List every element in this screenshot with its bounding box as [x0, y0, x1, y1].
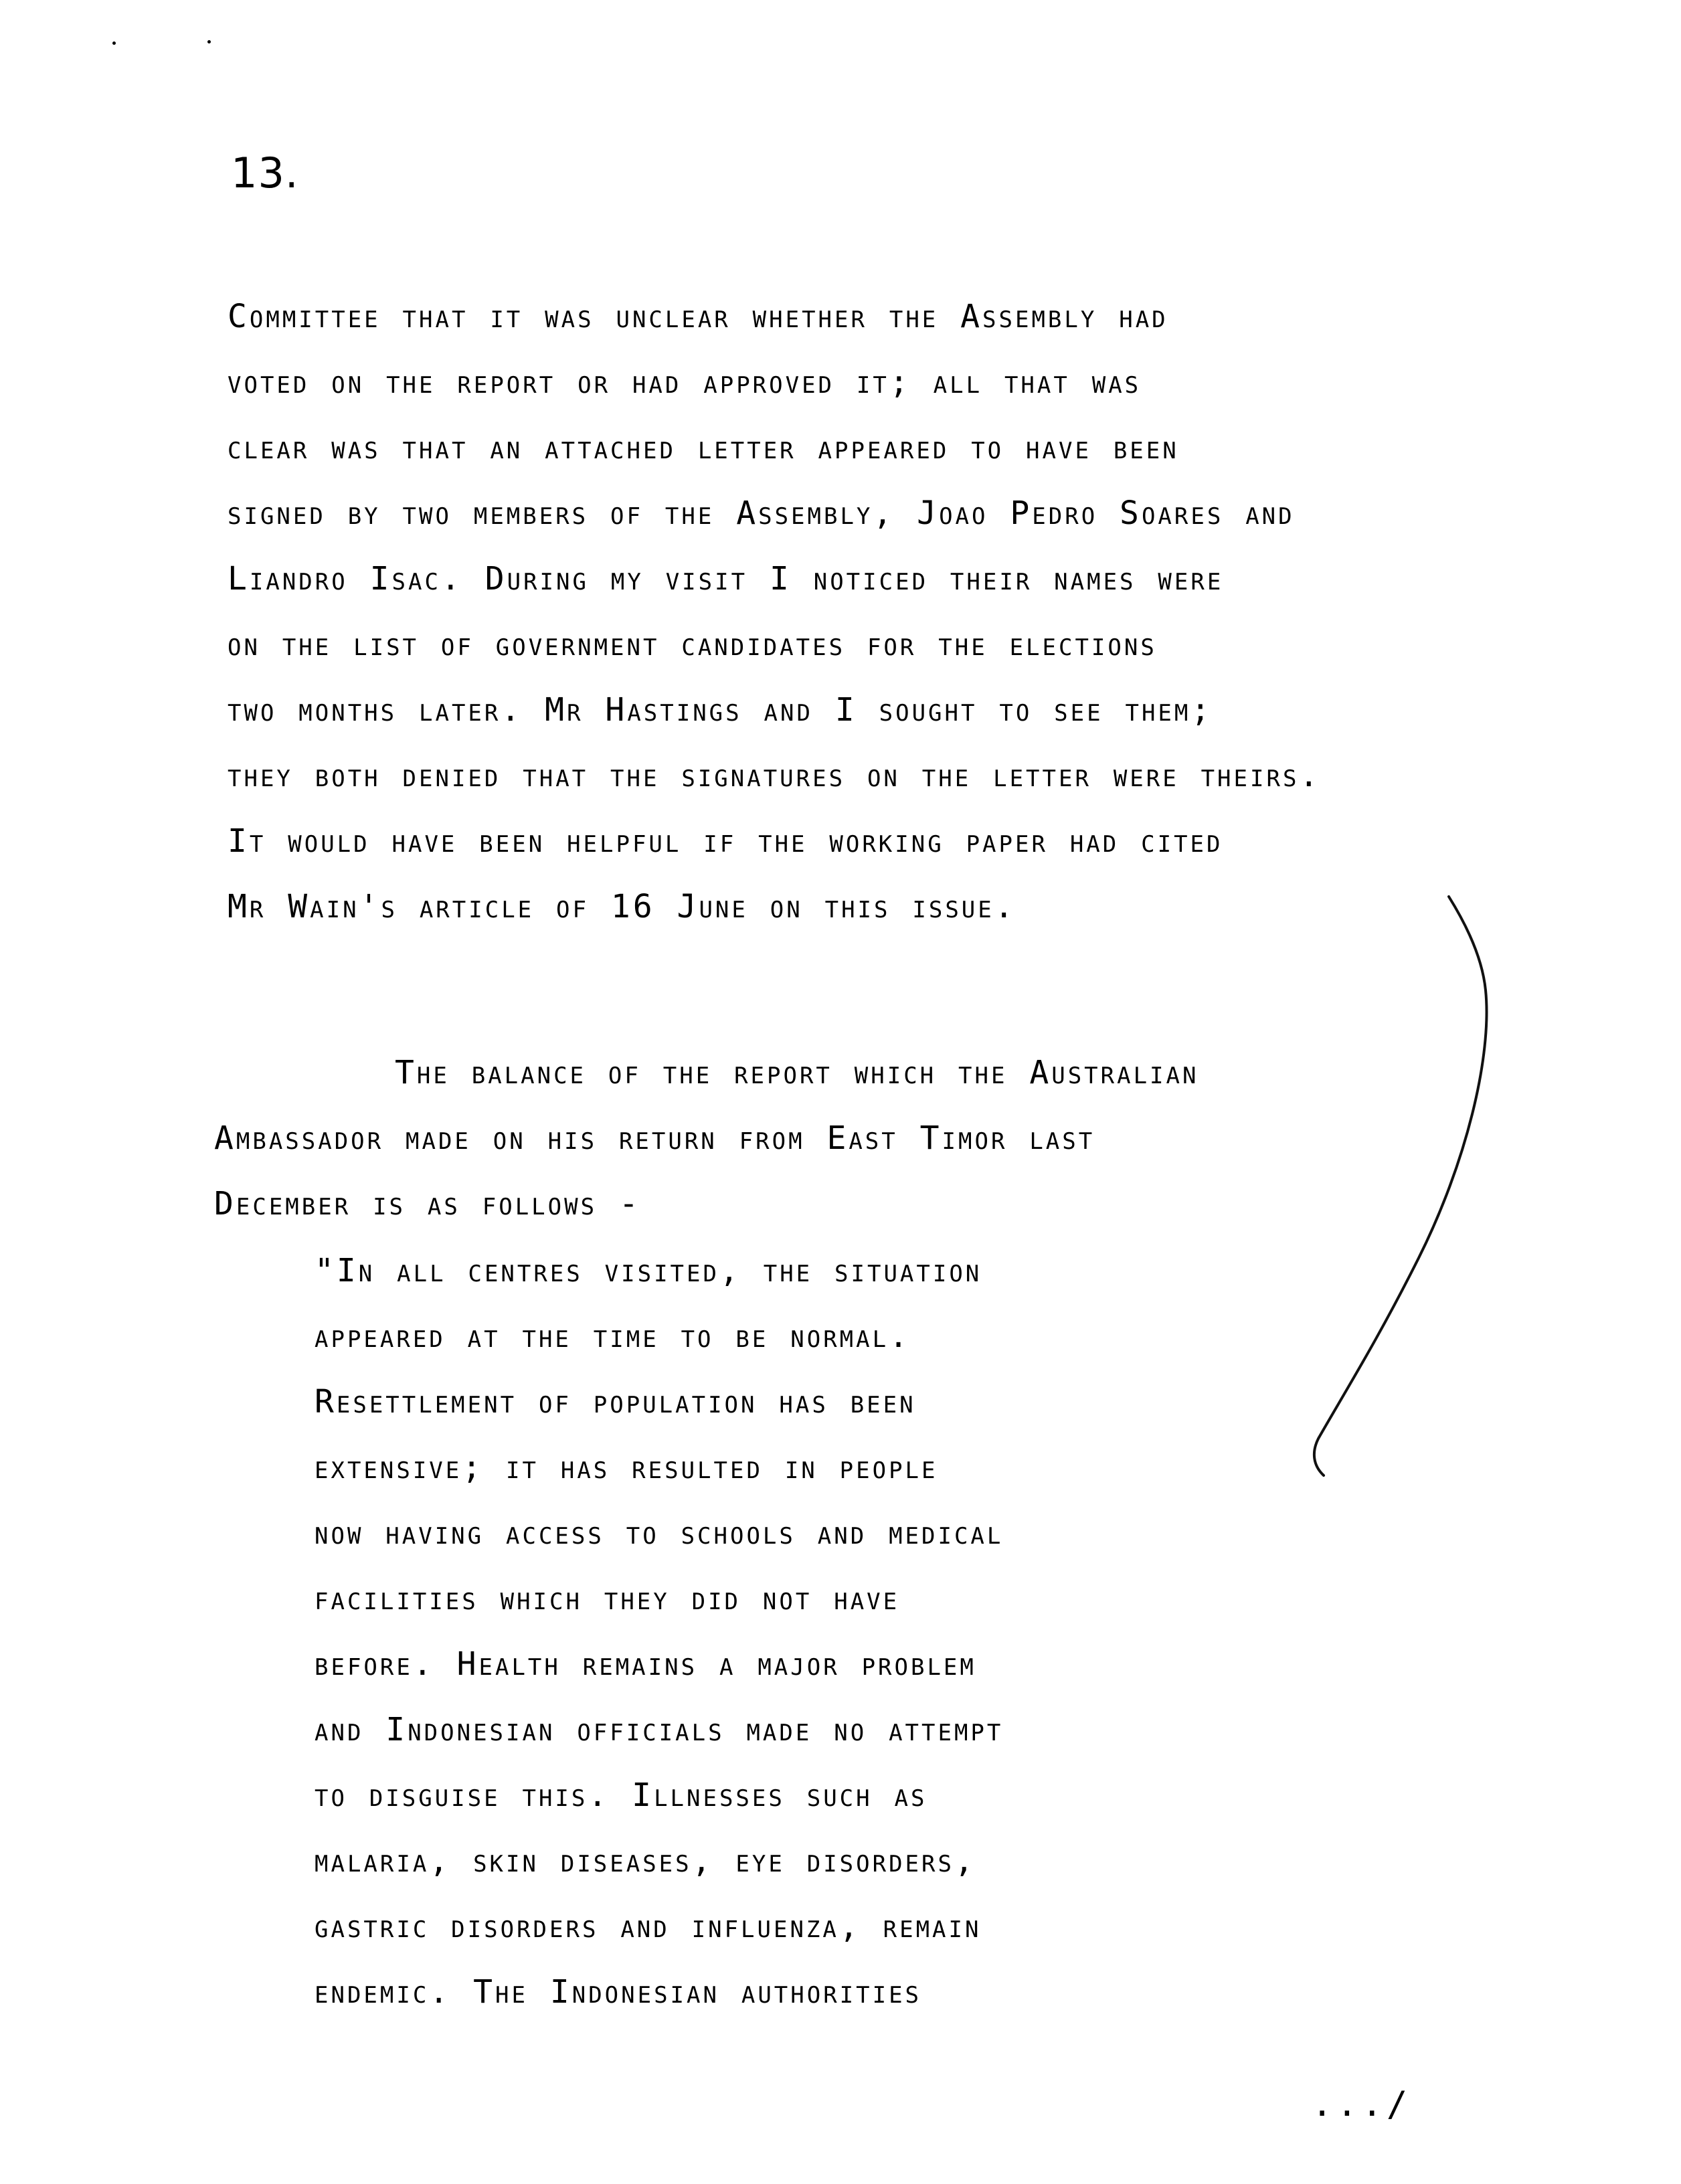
paragraph-line: Liandro Isac. During my visit I noticed their names were	[228, 560, 1224, 598]
paragraph-line: two months later. Mr Hastings and I sought to see them;	[228, 691, 1213, 729]
paragraph-line: The balance of the report which the Australian	[395, 1054, 1199, 1091]
paragraph-line: It would have been helpful if the working paper had cited	[228, 822, 1223, 860]
quote-line: endemic. The Indonesian authorities	[315, 1973, 922, 2011]
paragraph-line: signed by two members of the Assembly, Joao Pedro Soares and	[228, 494, 1295, 532]
paragraph-line: Mr Wain's article of 16 June on this issue.	[228, 888, 1016, 925]
quote-line: before. Health remains a major problem	[315, 1645, 976, 1683]
quote-line: appeared at the time to be normal.	[315, 1317, 911, 1355]
paragraph-1	[228, 284, 1321, 939]
block-quote	[315, 1238, 1003, 2025]
continuation-mark: .../	[1312, 2084, 1412, 2124]
quote-line: and Indonesian officials made no attempt	[315, 1711, 1004, 1748]
paragraph-line: December is as follows -	[214, 1185, 641, 1222]
quote-line: Resettlement of population has been	[315, 1383, 916, 1421]
paragraph-line: Ambassador made on his return from East Timor last	[214, 1119, 1095, 1157]
quote-line: "In all centres visited, the situation	[315, 1252, 982, 1289]
paragraph-line: they both denied that the signatures on the letter were theirs.	[228, 757, 1322, 794]
page-number: 13.	[231, 149, 299, 197]
paragraph-line: Committee that it was unclear whether the Assembly had	[228, 298, 1168, 335]
quote-line: extensive; it has resulted in people	[315, 1449, 938, 1486]
quote-line: facilities which they did not have	[315, 1580, 900, 1617]
scan-speck	[112, 41, 116, 45]
paragraph-line: voted on the report or had approved it; all that was	[228, 363, 1142, 401]
quote-line: malaria, skin diseases, eye disorders,	[315, 1842, 976, 1880]
handwritten-bracket-icon	[1298, 883, 1499, 1485]
paragraph-2	[214, 1040, 1199, 1237]
paragraph-line: on the list of government candidates for the elections	[228, 626, 1157, 663]
quote-line: to disguise this. Illnesses such as	[315, 1777, 927, 1814]
scan-speck	[207, 40, 211, 43]
paragraph-line: clear was that an attached letter appeared to have been	[228, 429, 1179, 466]
quote-line: gastric disorders and influenza, remain	[315, 1908, 982, 1945]
quote-line: now having access to schools and medical	[315, 1514, 1004, 1552]
